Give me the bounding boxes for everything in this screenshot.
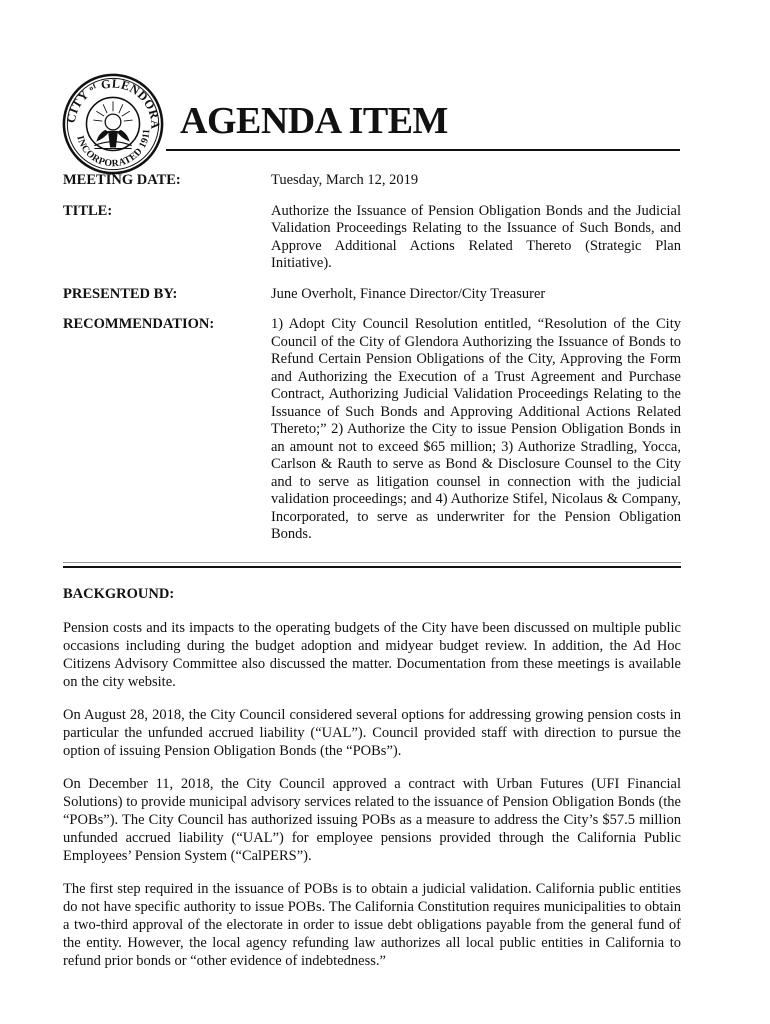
- recommendation-value: 1) Adopt City Council Resolution entitled, “Resolution of the City Council of the City of Glendora Authorizing the Issuance of Bonds to Refund Certain Pension Obligations of the City, Approving the Form and Authorizing the Execution of a Trust Agreement and Purchase Contract, Authorizing Judicial Validation Proceedings Relating to the Issuance of Such Bonds and Approving Additional Actions Related Thereto;” 2) Authorize the City to issue Pension Obligation Bonds in an amount not to exceed $65 million; 3) Authorize Stradling, Yocca, Carlson & Rauth to serve as Bond & Disclosure Counsel to the City and to serve as litigation counsel in connection with the judicial validation proceedings; and 4) Authorize Stifel, Nicolaus & Company, Incorporated, to serve as underwriter for the Pension Obligation Bonds.: [271, 316, 681, 542]
- meeting-date-label: MEETING DATE:: [63, 172, 181, 188]
- agenda-fields: [63, 172, 681, 557]
- background-paragraph: The first step required in the issuance of POBs is to obtain a judicial validation. California public entities do not have specific authority to issue POBs. The California Constitution requires municipalities to obtain a two-third approval of the electorate in order to issue debt obligations payable from the general fund of the entity. However, the local agency refunding law authorizes all local public entities in California to refund prior bonds or “other evidence of indebtedness.”: [63, 881, 681, 969]
- presented-by-row: [63, 286, 681, 304]
- agenda-item-title: AGENDA ITEM: [180, 100, 448, 142]
- title-row: [63, 203, 681, 273]
- presented-by-value: June Overholt, Finance Director/City Treasurer: [271, 285, 546, 302]
- background-body: [63, 619, 681, 985]
- background-paragraph: Pension costs and its impacts to the operating budgets of the City have been discussed on multiple public occasions including during the budget adoption and midyear budget review. In addition, the Ad Hoc Citizens Advisory Committee also discussed the matter. Documentation from these meetings is available on the city website.: [63, 620, 681, 690]
- title-underline: [166, 149, 680, 151]
- background-paragraph: On December 11, 2018, the City Council approved a contract with Urban Futures (UFI Financial Solutions) to provide municipal advisory services related to the issuance of Pension Obligation Bonds (the “POBs”). The City Council has authorized issuing POBs as a measure to address the City’s $57.5 million unfunded accrued liability (“UAL”) for employee pensions provided through the California Public Employees’ Pension System (“CalPERS”).: [63, 776, 681, 864]
- title-value: Authorize the Issuance of Pension Obligation Bonds and the Judicial Validation Proceedings Relating to the Issuance of Such Bonds, and Approve Additional Actions Related Thereto (Strategic Plan Initiative).: [271, 202, 681, 271]
- background-heading: BACKGROUND:: [63, 586, 175, 602]
- section-divider-thin: [63, 562, 681, 563]
- recommendation-label: RECOMMENDATION:: [63, 316, 215, 332]
- svg-text:INCORPORATED 1911: INCORPORATED 1911: [74, 128, 153, 170]
- meeting-date-value: Tuesday, March 12, 2019: [271, 172, 419, 188]
- recommendation-row: [63, 316, 681, 544]
- city-seal-logo: [59, 69, 167, 177]
- title-label: TITLE:: [63, 202, 113, 219]
- background-paragraph: On August 28, 2018, the City Council considered several options for addressing growing pension costs in particular the unfunded accrued liability (“UAL”). Council provided staff with direction to pursue the option of issuing Pension Obligation Bonds (the “POBs”).: [63, 707, 681, 759]
- presented-by-label: PRESENTED BY:: [63, 285, 178, 302]
- svg-text:CITY ᵒᶠ GLENDORA: CITY ᵒᶠ GLENDORA: [63, 76, 163, 130]
- city-seal: [59, 69, 167, 177]
- section-divider-thick: [63, 566, 681, 568]
- meeting-date-row: [63, 172, 681, 190]
